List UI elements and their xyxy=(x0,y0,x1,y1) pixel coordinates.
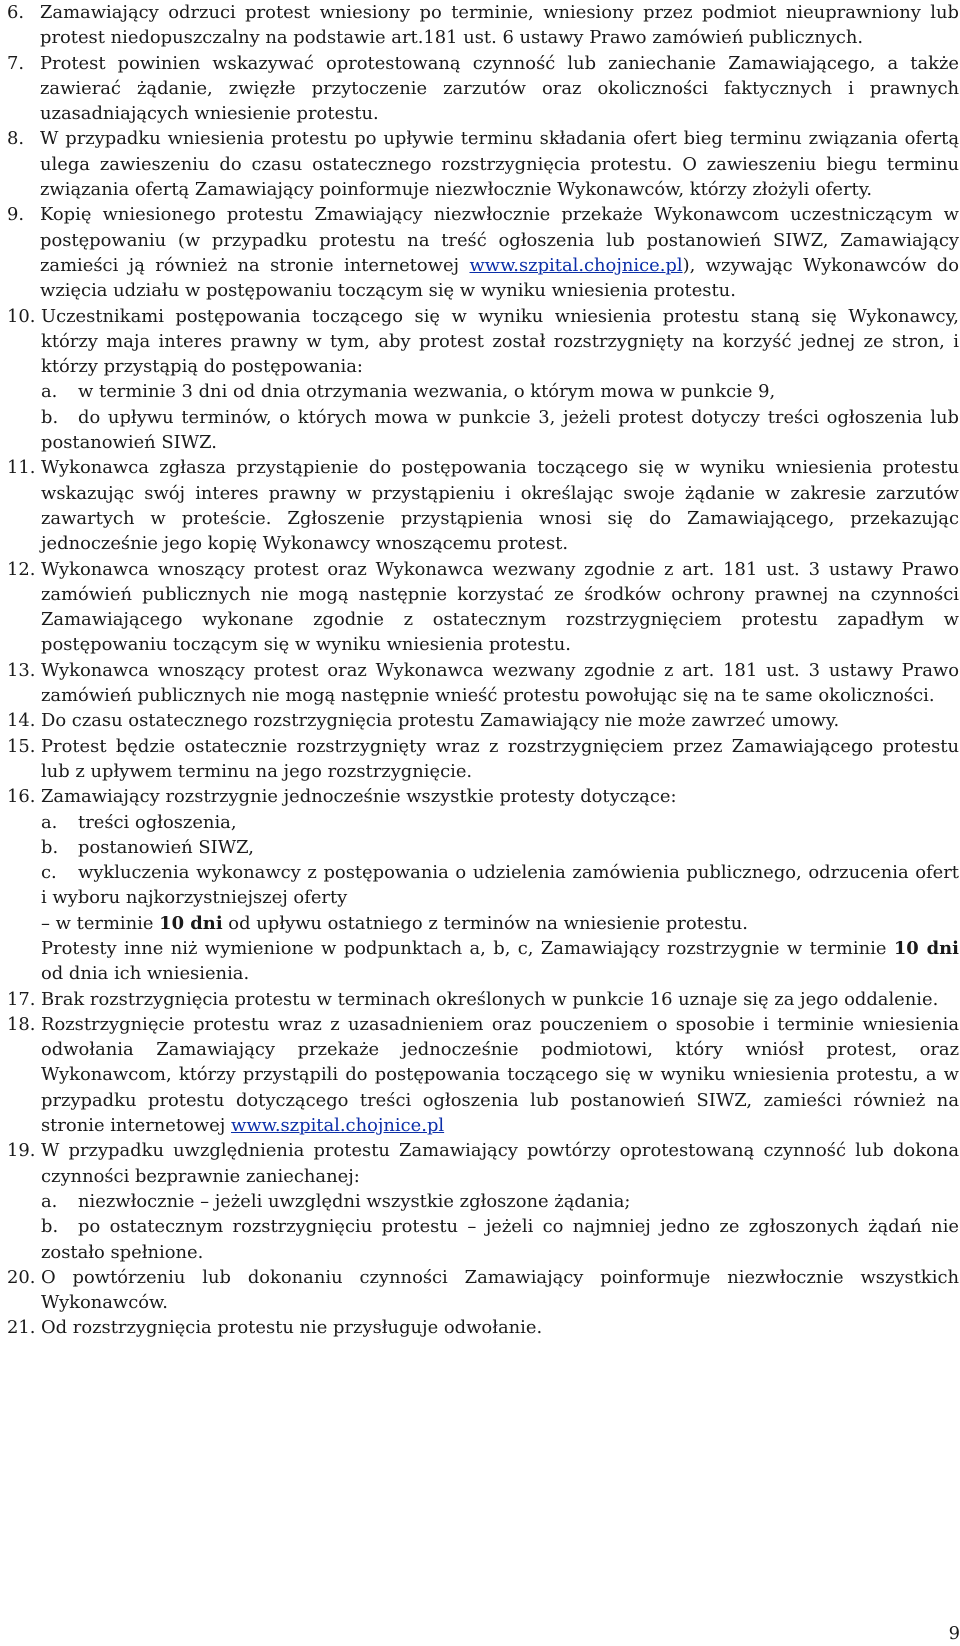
item-text xyxy=(41,304,959,456)
website-link[interactable]: www.szpital.chojnice.pl xyxy=(231,1115,445,1137)
page-number: 9 xyxy=(948,1623,960,1644)
item-text: Do czasu ostatecznego rozstrzygnięcia protestu Zamawiający nie może zawrzeć umowy. xyxy=(41,710,840,732)
item-number: 18. xyxy=(7,1013,36,1035)
list-item-12 xyxy=(7,557,959,658)
list-item-10 xyxy=(7,304,959,456)
sub-item-b xyxy=(41,835,959,860)
sub-item-text: w terminie 3 dni od dnia otrzymania wezwania, o którym mowa w punkcie 9, xyxy=(78,381,776,403)
sub-item-a xyxy=(41,810,959,835)
sub-item-letter: a. xyxy=(41,381,58,403)
sub-item-letter: b. xyxy=(41,1216,59,1238)
item-number: 9. xyxy=(7,204,25,226)
item-number: 14. xyxy=(7,710,36,732)
item-text: Protest powinien wskazywać oprotestowaną czynność lub zaniechanie Zamawiającego, a także zawierać żądanie, zwięzłe przytoczenie zarzutów oraz okoliczności faktycznych i prawnych uzasadniających wniesienie protestu. xyxy=(40,52,959,125)
list-item-16 xyxy=(7,784,959,986)
item-intro: Zamawiający rozstrzygnie jednocześnie wszystkie protesty dotyczące: xyxy=(41,786,677,808)
list-item-11 xyxy=(7,455,959,556)
item-text xyxy=(41,784,959,986)
sub-item-a xyxy=(41,379,959,404)
sub-item-text: postanowień SIWZ, xyxy=(78,836,254,858)
list-item-9 xyxy=(7,202,959,303)
item-number: 17. xyxy=(7,988,36,1010)
sub-item-c xyxy=(41,860,959,911)
item-text: O powtórzeniu lub dokonaniu czynności Zamawiający poinformuje niezwłocznie wszystkich Wykonawców. xyxy=(41,1266,959,1314)
list-item-14 xyxy=(7,708,959,733)
item-number: 6. xyxy=(7,2,25,23)
list-item-20 xyxy=(7,1265,959,1316)
deadline-emphasis: 10 dni xyxy=(159,912,223,934)
item-number: 15. xyxy=(7,735,36,757)
list-item-19 xyxy=(7,1138,959,1264)
sub-item-letter: b. xyxy=(41,406,59,428)
item-number: 19. xyxy=(7,1140,36,1162)
item-text-part: Rozstrzygnięcie protestu wraz z uzasadnieniem oraz pouczeniem o sposobie i terminie wniesienia odwołania Zamawiający przekaże jednocześnie podmiotowi, który wniósł protest, oraz Wykonawcom, którzy przystąpili do postępowania toczącego się w wyniku wniesienia protestu, a w przypadku protestu dotyczącego treści ogłoszenia lub postanowień SIWZ, zamieści również na stronie internetowej xyxy=(41,1013,959,1137)
list-item-21 xyxy=(7,1315,959,1340)
deadline-emphasis: 10 dni xyxy=(893,937,959,959)
sub-item-letter: c. xyxy=(41,862,57,884)
sub-item-text: treści ogłoszenia, xyxy=(78,811,237,833)
sub-item-text: do upływu terminów, o których mowa w punkcie 3, jeżeli protest dotyczy treści ogłoszenia lub postanowień SIWZ. xyxy=(41,406,959,454)
item-intro: W przypadku uwzględnienia protestu Zamawiający powtórzy oprotestowaną czynność lub dokona czynności bezprawnie zaniechanej: xyxy=(41,1140,959,1187)
list-item-7 xyxy=(7,51,959,127)
list-item-8 xyxy=(7,126,959,202)
sub-item-text: po ostatecznym rozstrzygnięciu protestu – jeżeli co najmniej jedno ze zgłoszonych żądań nie zostało spełnione. xyxy=(41,1216,959,1263)
item-number: 16. xyxy=(7,786,36,808)
sub-item-b xyxy=(41,405,959,456)
other-protests-note: Protesty inne niż wymienione w podpunktach a, b, c, Zamawiający rozstrzygnie w terminie 10 dni od dnia ich wniesienia. xyxy=(41,937,959,985)
item-text xyxy=(40,202,959,303)
item-text xyxy=(41,1138,959,1264)
item-text: Protest będzie ostatecznie rozstrzygnięty wraz z rozstrzygnięciem przez Zamawiającego protestu lub z upływem terminu na jego rozstrzygnięcie. xyxy=(41,735,959,782)
item-text xyxy=(41,1012,959,1138)
item-text: W przypadku wniesienia protestu po upływie terminu składania ofert bieg terminu związania ofertą ulega zawieszeniu do czasu ostatecznego rozstrzygnięcia protestu. O zawieszeniu biegu terminu związania ofertą Zamawiający poinformuje niezwłocznie Wykonawców, którzy złożyli oferty. xyxy=(40,128,959,201)
item-text: Wykonawca wnoszący protest oraz Wykonawca wezwany zgodnie z art. 181 ust. 3 ustawy Prawo zamówień publicznych nie mogą następnie korzystać ze środków ochrony prawnej na czynności Zamawiającego wykonane zgodnie z ostatecznym rozstrzygnięciem protestu zapadłym w postępowaniu toczącym się w wyniku wniesienia protestu. xyxy=(41,558,959,656)
item-number: 20. xyxy=(7,1266,36,1288)
item-number: 21. xyxy=(7,1317,36,1339)
sub-item-letter: b. xyxy=(41,836,59,858)
item-number: 11. xyxy=(7,457,36,479)
list-item-6 xyxy=(7,0,959,51)
item-text: Wykonawca zgłasza przystąpienie do postępowania toczącego się w wyniku wniesienia protestu wskazując swój interes prawny w przystąpieniu i określając swoje żądanie w zakresie zarzutów zawartych w proteście. Zgłoszenie przystąpienia wnosi się do Zamawiającego, przekazując jednocześnie jego kopię Wykonawcy wnoszącemu protest. xyxy=(41,457,959,555)
sub-item-text: niezwłocznie – jeżeli uwzględni wszystkie zgłoszone żądania; xyxy=(78,1190,631,1212)
item-number: 12. xyxy=(7,558,36,580)
sub-item-b xyxy=(41,1214,959,1265)
item-text: Zamawiający odrzuci protest wniesiony po terminie, wniesiony przez podmiot nieuprawniony lub protest niedopuszczalny na podstawie art.181 ust. 6 ustawy Prawo zamówień publicznych. xyxy=(40,2,959,49)
item-text: Wykonawca wnoszący protest oraz Wykonawca wezwany zgodnie z art. 181 ust. 3 ustawy Prawo zamówień publicznych nie mogą następnie wnieść protestu powołując się na te same okoliczności. xyxy=(41,659,959,707)
list-item-13 xyxy=(7,658,959,709)
item-intro: Uczestnikami postępowania toczącego się w wyniku wniesienia protestu staną się Wykonawcy, którzy maja interes prawny w tym, aby protest został rozstrzygnięty na korzyść jednej ze stron, i którzy przystąpią do postępowania: xyxy=(41,305,959,378)
item-number: 8. xyxy=(7,128,25,150)
item-text: Od rozstrzygnięcia protestu nie przysługuje odwołanie. xyxy=(41,1317,543,1339)
item-number: 13. xyxy=(7,659,36,681)
list-item-18 xyxy=(7,1012,959,1138)
deadline-note: – w terminie 10 dni od upływu ostatniego z terminów na wniesienie protestu. xyxy=(41,912,748,934)
item-number: 10. xyxy=(7,305,36,327)
website-link[interactable]: www.szpital.chojnice.pl xyxy=(469,254,683,276)
item-text-part: ), wzywając Wykonawców do wzięcia udziału w postępowaniu toczącym się w wyniku wniesienia protestu. xyxy=(40,254,959,302)
sub-item-a xyxy=(41,1189,959,1214)
item-text: Brak rozstrzygnięcia protestu w terminach określonych w punkcie 16 uznaje się za jego oddalenie. xyxy=(41,988,939,1010)
sub-item-letter: a. xyxy=(41,1190,58,1212)
item-text-part: Kopię wniesionego protestu Zmawiający niezwłocznie przekaże Wykonawcom uczestniczącym w postępowaniu (w przypadku protestu na treść ogłoszenia lub postanowień SIWZ, Zamawiający zamieści ją również na stronie internetowej xyxy=(40,204,959,276)
sub-item-text: wykluczenia wykonawcy z postępowania o udzielenia zamówienia publicznego, odrzucenia ofert i wyboru najkorzystniejszej oferty xyxy=(41,862,959,909)
document-body xyxy=(7,0,959,1341)
item-number: 7. xyxy=(7,52,25,74)
list-item-17 xyxy=(7,987,959,1012)
list-item-15 xyxy=(7,734,959,785)
sub-item-letter: a. xyxy=(41,811,58,833)
